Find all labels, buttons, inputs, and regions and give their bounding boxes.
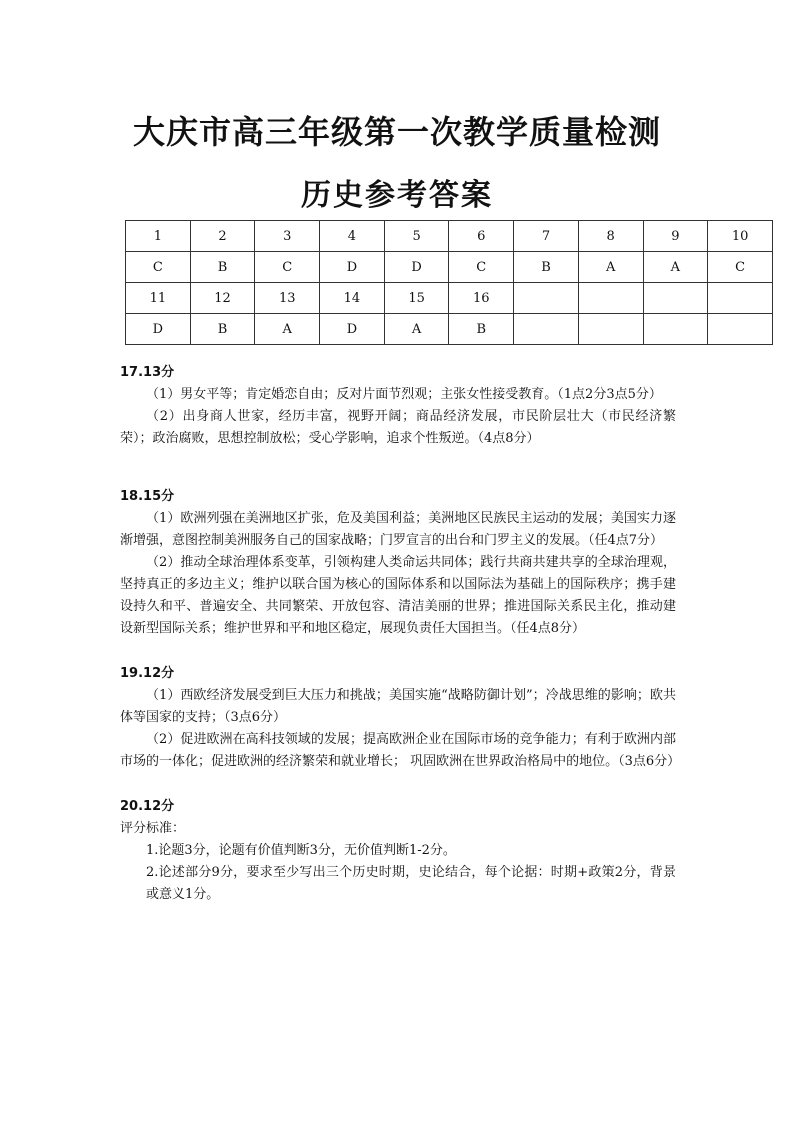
spacer <box>120 640 676 663</box>
question-number-cell <box>514 283 579 314</box>
answer-cell: A <box>384 314 449 345</box>
answer-cell: D <box>320 252 385 283</box>
answer-cell: C <box>708 252 773 283</box>
question-17-title: 17.13分 <box>120 365 175 380</box>
answer-cell: A <box>255 314 320 345</box>
answer-table-answer-row <box>126 252 773 283</box>
answer-table-answer-row <box>126 314 773 345</box>
question-number-cell <box>578 283 643 314</box>
question-20-criterion-1: 1.论题3分，论题有价值判断3分，无价值判断1-2分。 <box>146 843 456 858</box>
question-number-cell: 1 <box>126 221 191 252</box>
answer-cell: C <box>255 252 320 283</box>
question-19 <box>120 663 681 773</box>
answer-cell: B <box>449 314 514 345</box>
answer-table-body <box>126 221 773 345</box>
answer-cell: A <box>578 252 643 283</box>
spacer <box>120 450 676 486</box>
question-18-title: 18.15分 <box>120 489 175 504</box>
question-number-cell <box>643 283 708 314</box>
answer-cell: D <box>126 314 191 345</box>
question-number-cell: 7 <box>514 221 579 252</box>
answer-cell <box>643 314 708 345</box>
question-number-cell: 8 <box>578 221 643 252</box>
answer-cell: A <box>643 252 708 283</box>
answer-cell <box>708 314 773 345</box>
document-subtitle: 历史参考答案 <box>301 178 493 213</box>
answer-cell <box>514 314 579 345</box>
answer-cell: D <box>320 314 385 345</box>
question-18-part-2: （2）推动全球治理体系变革，引领构建人类命运共同体；践行共商共建共享的全球治理观，坚持真正的多边主义；维护以联合国为核心的国际体系和以国际法为基础上的国际秩序；携手建设持久和平、普遍安全、共同繁荣、开放包容、清洁美丽的世界；推进国际关系民主化，推动建设新型国际关系；维护世界和平和地区稳定，展现负责任大国担当。（任4点8分） <box>120 555 676 636</box>
question-17 <box>120 362 676 450</box>
question-20 <box>120 796 676 906</box>
answer-cell: D <box>384 252 449 283</box>
answer-cell: C <box>449 252 514 283</box>
question-number-cell: 4 <box>320 221 385 252</box>
question-17-part-1: （1）男女平等；肯定婚恋自由；反对片面节烈观；主张女性接受教育。（1点2分3点5分） <box>146 387 662 402</box>
answer-table-number-row <box>126 221 773 252</box>
answer-cell <box>578 314 643 345</box>
question-20-criterion-2: 2.论述部分9分，要求至少写出三个历史时期，史论结合，每个论据：时期+政策2分，背景或意义1分。 <box>146 865 676 902</box>
question-20-scoring-label: 评分标准： <box>120 821 186 836</box>
question-number-cell <box>708 283 773 314</box>
question-number-cell: 16 <box>449 283 514 314</box>
answer-table <box>125 220 773 345</box>
question-number-cell: 14 <box>320 283 385 314</box>
question-number-cell: 10 <box>708 221 773 252</box>
question-19-title: 19.12分 <box>120 666 175 681</box>
question-18-part-1: （1）欧洲列强在美洲地区扩张，危及美国利益；美洲地区民族民主运动的发展；美国实力逐渐增强，意图控制美洲服务自己的国家战略；门罗宣言的出台和门罗主义的发展。（任4点7分） <box>120 511 676 548</box>
answer-cell: B <box>190 252 255 283</box>
question-number-cell: 2 <box>190 221 255 252</box>
answer-table-number-row <box>126 283 773 314</box>
question-number-cell: 5 <box>384 221 449 252</box>
spacer <box>120 773 676 796</box>
question-number-cell: 3 <box>255 221 320 252</box>
question-number-cell: 12 <box>190 283 255 314</box>
question-19-part-2: （2）促进欧洲在高科技领域的发展；提高欧洲企业在国际市场的竞争能力；有利于欧洲内部市场的一体化；促进欧洲的经济繁荣和就业增长； 巩固欧洲在世界政治格局中的地位。（3点6分） <box>120 732 681 769</box>
question-number-cell: 13 <box>255 283 320 314</box>
question-17-part-2: （2）出身商人世家，经历丰富，视野开阔；商品经济发展，市民阶层壮大（市民经济繁荣）；政治腐败，思想控制放松；受心学影响，追求个性叛逆。（4点8分） <box>120 409 676 446</box>
question-number-cell: 6 <box>449 221 514 252</box>
answer-cell: C <box>126 252 191 283</box>
question-18 <box>120 486 676 640</box>
question-number-cell: 11 <box>126 283 191 314</box>
question-number-cell: 9 <box>643 221 708 252</box>
question-19-part-1: （1）西欧经济发展受到巨大压力和挑战；美国实施“战略防御计划”；冷战思维的影响；欧共体等国家的支持；（3点6分） <box>120 688 676 725</box>
document-title: 大庆市高三年级第一次教学质量检测 <box>132 113 661 151</box>
question-number-cell: 15 <box>384 283 449 314</box>
answer-cell: B <box>190 314 255 345</box>
answer-cell: B <box>514 252 579 283</box>
answer-content <box>120 362 681 906</box>
question-20-title: 20.12分 <box>120 799 175 814</box>
